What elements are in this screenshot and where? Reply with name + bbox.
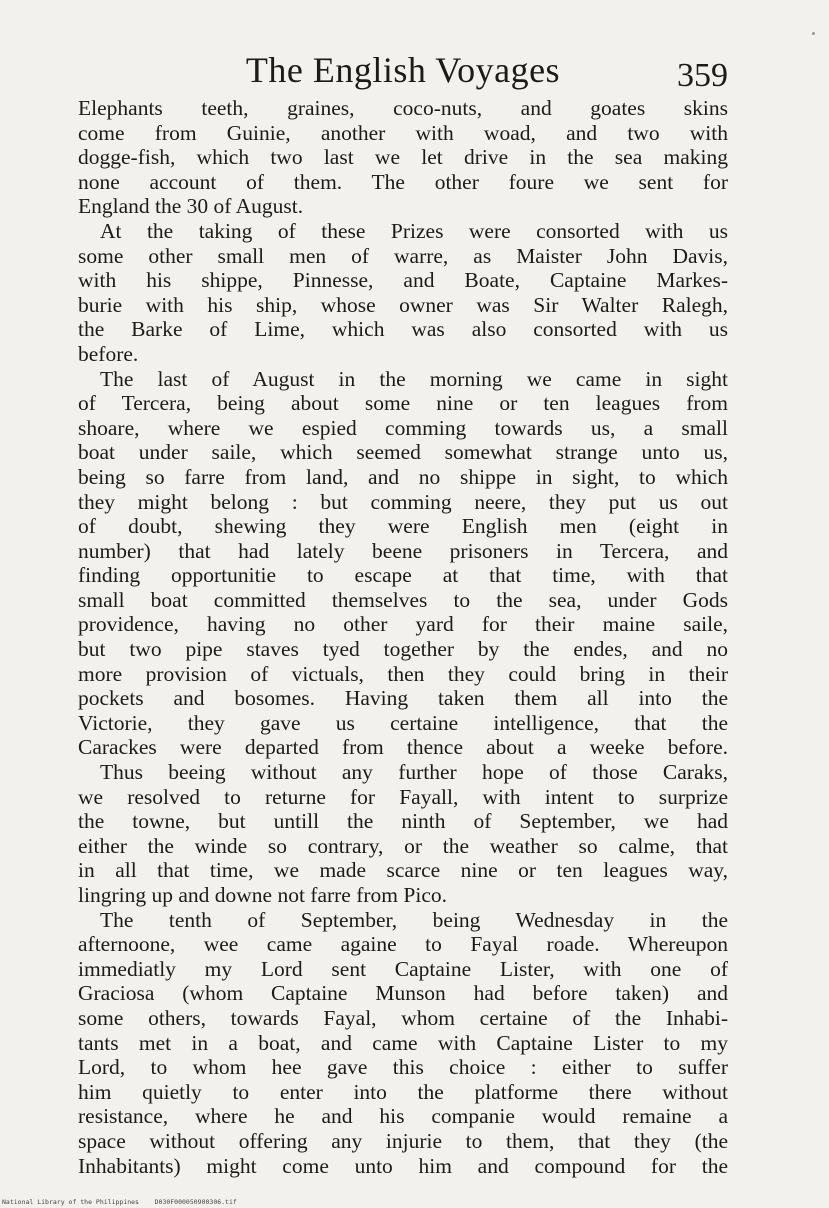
scan-footer: National Library of the Philippines D030F000050900306.tif bbox=[2, 1198, 237, 1206]
text-line: number) that had lately beene prisoners in Tercera, and bbox=[78, 538, 728, 563]
text-line: either the winde so contrary, or the weather so calme, that bbox=[78, 833, 728, 858]
text-line: more provision of victuals, then they could bring in their bbox=[78, 661, 728, 686]
text-line: the Barke of Lime, which was also consorted with us bbox=[78, 317, 728, 342]
text-line: Elephants teeth, graines, coco-nuts, and goates skins bbox=[78, 96, 728, 120]
page-number: 359 bbox=[677, 57, 728, 94]
body-text bbox=[78, 96, 728, 1178]
text-line: come from Guinie, another with woad, and two with bbox=[78, 120, 728, 145]
text-line: with his shippe, Pinnesse, and Boate, Captaine Markes- bbox=[78, 268, 728, 293]
text-line: afternoone, wee came againe to Fayal roade. Whereupon bbox=[78, 932, 728, 957]
text-line: dogge-fish, which two last we let drive in the sea making bbox=[78, 145, 728, 170]
text-line: being so farre from land, and no shippe in sight, to which bbox=[78, 464, 728, 489]
text-line: burie with his ship, whose owner was Sir Walter Ralegh, bbox=[78, 292, 728, 317]
running-title: The English Voyages bbox=[245, 50, 561, 90]
text-line: tants met in a boat, and came with Captaine Lister to my bbox=[78, 1030, 728, 1055]
text-line: lingring up and downe not farre from Pico. bbox=[78, 883, 447, 907]
text-line: of doubt, shewing they were English men (eight in bbox=[78, 514, 728, 539]
text-line: before. bbox=[78, 341, 139, 366]
text-line: some other small men of warre, as Maister John Davis, bbox=[78, 243, 728, 268]
text-line: At the taking of these Prizes were consorted with us bbox=[100, 218, 728, 243]
text-line: resistance, where he and his companie would remaine a bbox=[78, 1104, 728, 1129]
text-line: pockets and bosomes. Having taken them all into the bbox=[78, 686, 728, 711]
text-line: some others, towards Fayal, whom certaine of the Inhabi- bbox=[78, 1005, 728, 1030]
text-line: the towne, but untill the ninth of September, we had bbox=[78, 809, 728, 834]
text-line: Lord, to whom hee gave this choice : either to suffer bbox=[78, 1055, 728, 1080]
text-line: providence, having no other yard for their maine saile, bbox=[78, 612, 728, 637]
text-line: Graciosa (whom Captaine Munson had before taken) and bbox=[78, 981, 728, 1006]
running-head bbox=[78, 50, 728, 98]
paper-speck bbox=[812, 32, 815, 35]
text-line: shoare, where we espied comming towards us, a small bbox=[78, 415, 728, 440]
text-line: they might belong : but comming neere, they put us out bbox=[78, 489, 728, 514]
text-line: The last of August in the morning we came in sight bbox=[100, 366, 728, 391]
text-line: Inhabitants) might come unto him and compound for the bbox=[78, 1153, 728, 1178]
text-line: England the 30 of August. bbox=[78, 194, 304, 219]
text-line: immediatly my Lord sent Captaine Lister, with one of bbox=[78, 956, 728, 981]
text-line: Carackes were departed from thence about a weeke before. bbox=[78, 735, 728, 760]
text-line: we resolved to returne for Fayall, with intent to surprize bbox=[78, 784, 728, 809]
text-line: Thus beeing without any further hope of those Caraks, bbox=[100, 760, 728, 785]
text-line: none account of them. The other foure we sent for bbox=[78, 169, 728, 194]
text-line: boat under saile, which seemed somewhat strange unto us, bbox=[78, 440, 728, 465]
text-line: in all that time, we made scarce nine or ten leagues way, bbox=[78, 858, 728, 883]
text-line: The tenth of September, being Wednesday in the bbox=[100, 907, 728, 932]
text-line: finding opportunitie to escape at that time, with that bbox=[78, 563, 728, 588]
text-line: but two pipe staves tyed together by the endes, and no bbox=[78, 637, 728, 662]
text-line: space without offering any injurie to them, that they (the bbox=[78, 1128, 728, 1153]
text-line: him quietly to enter into the platforme there without bbox=[78, 1079, 728, 1104]
text-line: of Tercera, being about some nine or ten leagues from bbox=[78, 391, 728, 416]
text-line: Victorie, they gave us certaine intelligence, that the bbox=[78, 710, 728, 735]
text-line: small boat committed themselves to the sea, under Gods bbox=[78, 587, 728, 612]
